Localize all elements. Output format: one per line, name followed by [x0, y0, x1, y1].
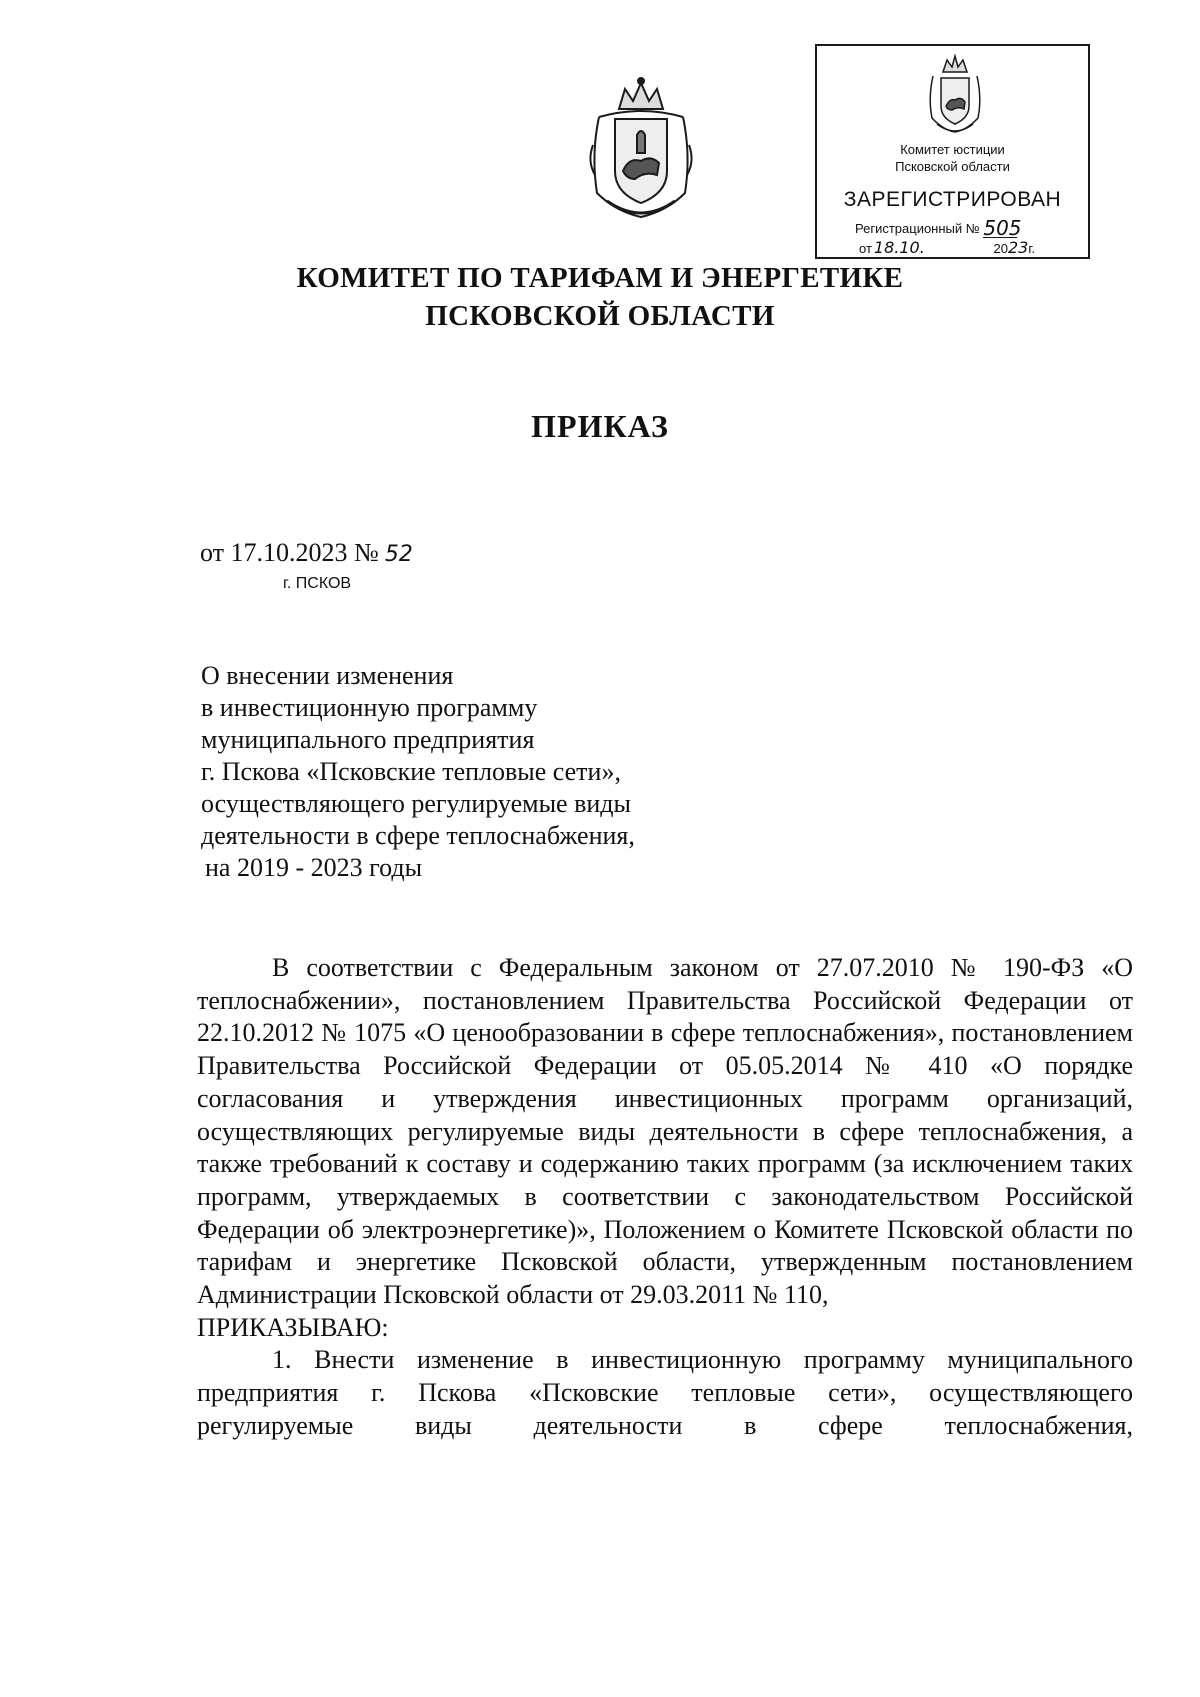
preamble-paragraph: В соответствии с Федеральным законом от 27.07.2010 № 190-ФЗ «О теплоснабжении», постановлением Правительства Российской Федерации от 22.10.2012 № 1075 «О ценообразовании в сфере теплоснабжения», постановлением Правительства Российской Федерации от 05.05.2014 № 410 «О порядке согласования и утверждения инвестиционных программ организаций, осуществляющих регулируемые виды деятельности в сфере теплоснабжения, а также требований к составу и содержанию таких программ (за исключением таких программ, утверждаемых в соответствии с законодательством Российской Федерации об электроэнергетике)», Положением о Комитете Псковской области по тарифам и энергетике Псковской области, утвержденным постановлением Администрации Псковской области от 29.03.2011 № 110,	[197, 953, 1133, 1310]
stamp-year-handwritten: 23	[1008, 238, 1029, 257]
stamp-year-suffix: г.	[1028, 241, 1036, 256]
stamp-emblem	[925, 54, 985, 136]
subject-line: муниципального предприятия	[201, 725, 535, 754]
subject-line: О внесении изменения	[201, 661, 454, 690]
subject-line: деятельности в сфере теплоснабжения,	[201, 821, 635, 850]
subject-line: на 2019 - 2023 годы	[205, 853, 423, 882]
registration-stamp	[815, 44, 1090, 259]
org-title-line1: КОМИТЕТ ПО ТАРИФАМ И ЭНЕРГЕТИКЕ	[296, 262, 904, 294]
stamp-org-line2: Псковской области	[895, 159, 1010, 174]
document-body	[197, 952, 1133, 1443]
document-date: от 17.10.2023 №	[200, 538, 379, 567]
document-date-number	[200, 538, 413, 568]
stamp-year-prefix: 20	[993, 241, 1008, 256]
stamp-reg-number: 505	[983, 216, 1022, 240]
stamp-reg-line	[855, 216, 1022, 240]
document-type-title: ПРИКАЗ	[531, 408, 669, 444]
subject-line: в инвестиционную программу	[201, 693, 538, 722]
order-item-1: 1. Внести изменение в инвестиционную программу муниципального предприятия г. Пскова «Псковские тепловые сети», осуществляющего регулируемые виды деятельности в сфере теплоснабжения,	[197, 1345, 1133, 1440]
stamp-org-line1: Комитет юстиции	[900, 142, 1005, 157]
stamp-status: ЗАРЕГИСТРИРОВАН	[843, 188, 1062, 211]
subject-line: осуществляющего регулируемые виды	[201, 789, 631, 818]
org-title-line2: ПСКОВСКОЙ ОБЛАСТИ	[425, 300, 775, 332]
document-subject	[201, 660, 635, 884]
coat-of-arms-emblem	[585, 75, 697, 225]
order-word: ПРИКАЗЫВАЮ:	[197, 1312, 389, 1342]
stamp-date-handwritten: 18.10.	[873, 238, 925, 257]
document-number-handwritten: 52	[384, 542, 413, 567]
subject-line: г. Пскова «Псковские тепловые сети»,	[201, 757, 621, 786]
document-city: г. ПСКОВ	[283, 575, 352, 592]
stamp-date-prefix: от	[859, 241, 872, 256]
stamp-date-line	[859, 238, 1035, 258]
stamp-reg-label: Регистрационный №	[855, 221, 980, 236]
